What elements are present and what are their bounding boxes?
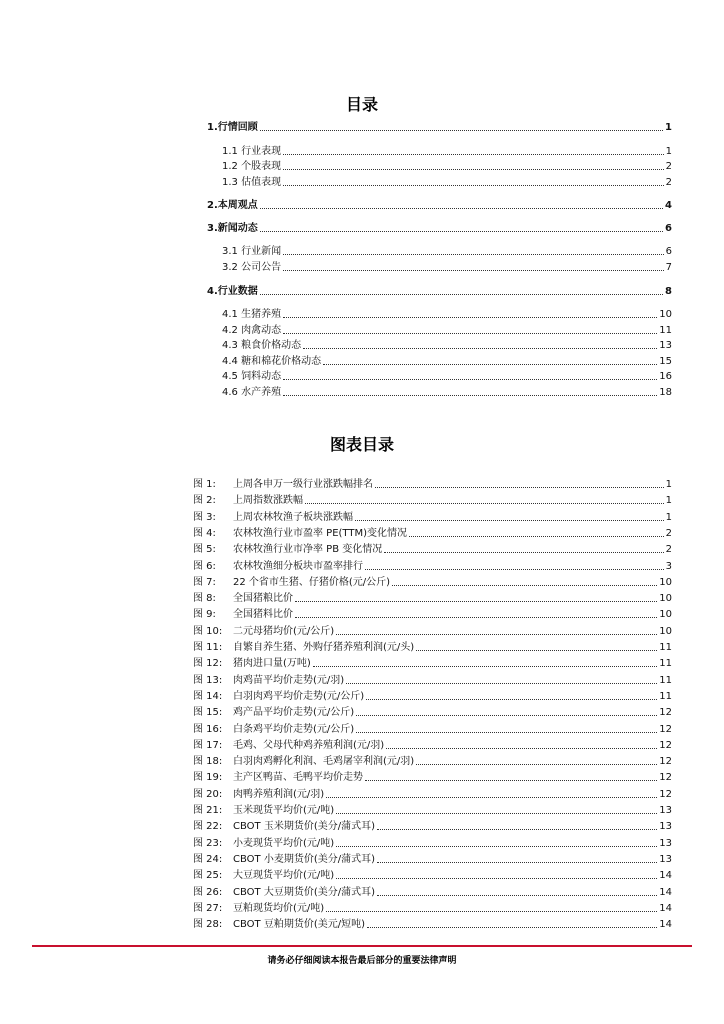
toc-subsection-entry[interactable]: [222, 370, 672, 383]
figure-entry[interactable]: [193, 918, 672, 931]
toc-leader-dots: [283, 270, 664, 271]
figure-label: 农林牧渔行业市盈率 PE(TTM)变化情况: [233, 527, 407, 539]
figure-entry[interactable]: [193, 706, 672, 719]
figure-number: 图 8:: [193, 593, 216, 605]
figure-leader-dots: [313, 666, 657, 667]
figure-entry[interactable]: [193, 592, 672, 605]
toc-entry-label: 4.行业数据: [207, 286, 258, 297]
figure-page: 14: [659, 902, 672, 914]
figure-entry-text: [193, 886, 375, 899]
toc-entry-label: 3.1 行业新闻: [222, 246, 282, 257]
figure-entry[interactable]: [193, 853, 672, 866]
toc-entry-page: 16: [659, 371, 672, 382]
toc-subsection-entry[interactable]: [222, 160, 672, 173]
figure-page: 11: [659, 674, 672, 686]
figure-page: 12: [659, 756, 672, 768]
toc-subsection-entry[interactable]: [222, 355, 672, 368]
toc-entry-label: 1.1 行业表现: [222, 146, 282, 157]
figure-entry[interactable]: [193, 576, 672, 589]
figure-label: 毛鸡、父母代种鸡养殖利润(元/羽): [233, 739, 385, 751]
figure-number: 图 10:: [193, 625, 223, 637]
toc-entry-page: 1: [665, 146, 672, 157]
figure-page: 13: [659, 821, 672, 833]
figure-page: 12: [659, 788, 672, 800]
toc-leader-dots: [283, 169, 664, 170]
figure-leader-dots: [365, 780, 657, 781]
figure-number: 图 20:: [193, 788, 223, 800]
toc-entry-page: 7: [665, 262, 672, 273]
figure-leader-dots: [295, 601, 657, 602]
figure-entry[interactable]: [193, 657, 672, 670]
figure-leader-dots: [356, 732, 657, 733]
figure-entry-text: [193, 576, 390, 589]
figure-entry[interactable]: [193, 560, 672, 573]
figure-label: 玉米现货平均价(元/吨): [233, 805, 335, 816]
figure-entry[interactable]: [193, 771, 672, 784]
toc-entry-page: 18: [659, 387, 672, 398]
figure-number: 图 4:: [193, 527, 216, 539]
figure-entry[interactable]: [193, 837, 672, 850]
figure-label: CBOT 大豆期货价(美分/蒲式耳): [233, 886, 375, 898]
figure-leader-dots: [365, 569, 664, 570]
figure-label: 全国猪粮比价: [233, 593, 293, 605]
toc-subsection-entry[interactable]: [222, 308, 672, 321]
figure-leader-dots: [336, 878, 657, 879]
figure-number: 图 23:: [193, 837, 223, 849]
figure-entry-text: [193, 837, 334, 850]
figure-number: 图 6:: [193, 560, 216, 572]
figure-page: 12: [659, 723, 672, 735]
figure-leader-dots: [392, 585, 657, 586]
figure-leader-dots: [409, 536, 664, 537]
figure-entry-text: [193, 853, 375, 866]
figure-leader-dots: [386, 748, 657, 749]
toc-leader-dots: [283, 395, 657, 396]
figure-entry[interactable]: [193, 494, 672, 507]
toc-entry-page: 15: [659, 356, 672, 367]
figure-number: 图 28:: [193, 919, 223, 931]
figure-entry[interactable]: [193, 625, 672, 638]
figure-number: 图 13:: [193, 674, 223, 686]
figure-label: 小麦现货平均价(元/吨): [233, 837, 335, 849]
figure-entry-text: [193, 706, 354, 719]
footer-divider: [32, 945, 692, 947]
figure-leader-dots: [367, 927, 657, 928]
toc-entry-label: 1.行情回顾: [207, 122, 258, 133]
toc-section-entry[interactable]: [207, 199, 672, 212]
figure-page: 13: [659, 853, 672, 865]
figure-page: 10: [659, 625, 672, 637]
figure-number: 图 18:: [193, 756, 223, 768]
toc-entry-label: 4.4 糖和棉花价格动态: [222, 356, 322, 367]
figure-number: 图 3:: [193, 511, 216, 523]
toc-section-entry[interactable]: [207, 121, 672, 134]
figure-leader-dots: [326, 797, 657, 798]
figure-entry-text: [193, 527, 407, 540]
figure-label: CBOT 小麦期货价(美分/蒲式耳): [233, 853, 375, 865]
figure-page: 14: [659, 870, 672, 882]
toc-entry-label: 1.3 估值表现: [222, 177, 282, 188]
toc-entry-page: 2: [665, 161, 672, 172]
figure-entry[interactable]: [193, 608, 672, 621]
toc-leader-dots: [303, 348, 657, 349]
figure-label: 鸡产品平均价走势(元/公斤): [233, 707, 355, 719]
toc-subsection-entry[interactable]: [222, 386, 672, 399]
figure-number: 图 27:: [193, 902, 223, 914]
figure-number: 图 25:: [193, 870, 223, 882]
toc-leader-dots: [283, 254, 664, 255]
toc-leader-dots: [283, 379, 657, 380]
toc-section-entry[interactable]: [207, 222, 672, 235]
figure-page: 12: [659, 739, 672, 751]
figure-leader-dots: [356, 715, 657, 716]
figure-entry-text: [193, 674, 344, 687]
figure-number: 图 22:: [193, 821, 223, 833]
figure-page: 3: [665, 560, 672, 572]
figure-entry[interactable]: [193, 804, 672, 817]
toc-entry-label: 4.2 肉禽动态: [222, 325, 282, 336]
toc-entry-label: 4.5 饲料动态: [222, 371, 282, 382]
toc-leader-dots: [283, 185, 664, 186]
figure-number: 图 12:: [193, 658, 223, 670]
toc-section-entry[interactable]: [207, 285, 672, 298]
figure-page: 13: [659, 837, 672, 849]
figure-page: 10: [659, 609, 672, 621]
toc-leader-dots: [283, 154, 664, 155]
figure-number: 图 11:: [193, 642, 223, 653]
figure-page: 12: [659, 707, 672, 719]
figure-number: 图 5:: [193, 544, 216, 556]
figure-page: 2: [665, 527, 672, 539]
toc-subsection-entry[interactable]: [222, 261, 672, 274]
figure-leader-dots: [366, 699, 657, 700]
toc-subsection-entry[interactable]: [222, 324, 672, 337]
figure-number: 图 7:: [193, 576, 216, 588]
figure-leader-dots: [336, 846, 657, 847]
figure-number: 图 21:: [193, 805, 223, 816]
figure-leader-dots: [384, 552, 663, 553]
figure-entry-text: [193, 902, 324, 915]
toc-entry-page: 6: [665, 246, 672, 257]
toc-entry-label: 1.2 个股表现: [222, 161, 282, 172]
figure-label: 猪肉进口量(万吨): [233, 658, 311, 670]
figure-entry[interactable]: [193, 674, 672, 687]
figure-entry-text: [193, 543, 382, 556]
figure-label: 豆粕现货均价(元/吨): [233, 902, 325, 914]
figure-number: 图 24:: [193, 853, 223, 865]
figure-page: 1: [665, 495, 672, 507]
figure-entry-text: [193, 739, 384, 752]
figures-title: 图表目录: [329, 435, 394, 454]
figure-label: 二元母猪均价(元/公斤): [233, 625, 335, 637]
figure-label: 上周指数涨跌幅: [233, 495, 303, 507]
toc-leader-dots: [323, 364, 657, 365]
figure-page: 1: [665, 479, 672, 490]
figure-entry[interactable]: [193, 527, 672, 540]
figure-leader-dots: [336, 634, 657, 635]
figure-entry-text: [193, 625, 334, 638]
figure-label: 自繁自养生猪、外购仔猪养殖利润(元/头): [233, 642, 415, 653]
figure-label: 全国猪料比价: [233, 609, 293, 621]
figure-entry[interactable]: [193, 478, 672, 491]
figure-entry[interactable]: [193, 788, 672, 801]
toc-leader-dots: [260, 130, 663, 131]
figure-number: 图 17:: [193, 739, 223, 751]
figure-entry[interactable]: [193, 869, 672, 882]
toc-subsection-entry[interactable]: [222, 176, 672, 189]
figure-label: 农林牧渔细分板块市盈率排行: [233, 560, 363, 572]
figure-leader-dots: [295, 617, 657, 618]
toc-entry-label: 4.3 粮食价格动态: [222, 340, 302, 351]
figure-page: 10: [659, 576, 672, 588]
toc-entry-page: 11: [659, 325, 672, 336]
figure-leader-dots: [336, 813, 657, 814]
figure-page: 11: [659, 690, 672, 702]
figure-entry[interactable]: [193, 902, 672, 915]
figure-entry-text: [193, 755, 414, 768]
figure-entry[interactable]: [193, 886, 672, 899]
figure-entry-text: [193, 560, 363, 573]
figure-number: 图 1:: [193, 479, 216, 490]
figure-number: 图 26:: [193, 886, 223, 898]
toc-entry-page: 8: [665, 286, 672, 297]
figure-label: 白羽肉鸡平均价走势(元/公斤): [233, 690, 365, 702]
toc-leader-dots: [260, 294, 663, 295]
toc-leader-dots: [260, 208, 663, 209]
figure-entry[interactable]: [193, 820, 672, 833]
toc-title: 目录: [345, 95, 378, 114]
figure-number: 图 16:: [193, 723, 223, 735]
figure-label: 农林牧渔行业市净率 PB 变化情况: [233, 544, 383, 556]
figure-label: 22 个省市生猪、仔猪价格(元/公斤): [233, 576, 391, 588]
figure-page: 14: [659, 886, 672, 898]
figure-number: 图 14:: [193, 690, 223, 702]
figure-label: 肉鸭养殖利润(元/羽): [233, 788, 325, 800]
figure-leader-dots: [377, 862, 657, 863]
figure-label: 肉鸡苗平均价走势(元/羽): [233, 674, 345, 686]
figure-entry[interactable]: [193, 543, 672, 556]
toc-entry-page: 6: [665, 223, 672, 234]
figure-entry-text: [193, 478, 373, 491]
figure-entry-text: [193, 690, 364, 703]
figure-entry-text: [193, 494, 303, 507]
figure-label: 白羽肉鸡孵化利润、毛鸡屠宰利润(元/羽): [233, 756, 415, 768]
toc-entry-label: 4.6 水产养殖: [222, 387, 282, 398]
figure-leader-dots: [416, 764, 657, 765]
figure-entry-text: [193, 592, 293, 605]
figure-entry-text: [193, 869, 334, 882]
figure-entry-text: [193, 657, 311, 670]
figure-number: 图 2:: [193, 495, 216, 507]
figure-page: 12: [659, 772, 672, 784]
figure-number: 图 15:: [193, 707, 223, 719]
figure-leader-dots: [377, 895, 657, 896]
figure-entry-text: [193, 641, 414, 654]
figure-label: 上周农林牧渔子板块涨跌幅: [233, 511, 353, 523]
toc-entry-label: 4.1 生猪养殖: [222, 309, 282, 320]
figure-entry[interactable]: [193, 641, 672, 654]
figure-entry-text: [193, 918, 365, 931]
toc-entry-page: 4: [665, 200, 672, 211]
figure-label: CBOT 豆粕期货价(美元/短吨): [233, 919, 365, 931]
toc-entry-page: 13: [659, 340, 672, 351]
figure-number: 图 19:: [193, 772, 223, 784]
toc-entry-label: 3.2 公司公告: [222, 262, 282, 273]
figure-label: 上周各申万一级行业涨跌幅排名: [233, 479, 373, 490]
figure-label: 白条鸡平均价走势(元/公斤): [233, 723, 355, 735]
toc-entry-page: 2: [665, 177, 672, 188]
figure-leader-dots: [326, 911, 657, 912]
figure-leader-dots: [355, 520, 664, 521]
figure-page: 1: [665, 511, 672, 523]
toc-subsection-entry[interactable]: [222, 145, 672, 158]
figure-leader-dots: [375, 487, 664, 488]
figure-entry[interactable]: [193, 690, 672, 703]
figure-entry-text: [193, 511, 353, 524]
figure-leader-dots: [305, 503, 664, 504]
figure-page: 14: [659, 919, 672, 931]
figure-page: 10: [659, 593, 672, 605]
footer-disclaimer: 请务必仔细阅读本报告最后部分的重要法律声明: [267, 956, 457, 966]
figure-entry-text: [193, 804, 334, 817]
figure-label: 主产区鸭苗、毛鸭平均价走势: [233, 772, 363, 784]
figure-leader-dots: [377, 829, 657, 830]
figure-label: 大豆现货平均价(元/吨): [233, 870, 335, 882]
figure-entry[interactable]: [193, 511, 672, 524]
figure-entry-text: [193, 723, 354, 736]
toc-leader-dots: [283, 333, 657, 334]
toc-entry-page: 1: [665, 122, 672, 133]
toc-entry-label: 2.本周观点: [207, 200, 258, 211]
toc-leader-dots: [260, 231, 663, 232]
figure-entry-text: [193, 820, 375, 833]
figure-entry[interactable]: [193, 723, 672, 736]
figure-page: 2: [665, 544, 672, 556]
figure-page: 11: [659, 658, 672, 670]
figure-entry[interactable]: [193, 755, 672, 768]
figure-number: 图 9:: [193, 609, 216, 621]
figure-page: 11: [659, 642, 672, 653]
figure-entry-text: [193, 608, 293, 621]
figure-page: 13: [659, 805, 672, 816]
toc-leader-dots: [283, 317, 657, 318]
toc-entry-page: 10: [659, 309, 672, 320]
toc-entry-label: 3.新闻动态: [207, 223, 258, 234]
figure-leader-dots: [346, 683, 657, 684]
figure-entry-text: [193, 788, 324, 801]
figure-leader-dots: [416, 650, 657, 651]
toc-subsection-entry[interactable]: [222, 339, 672, 352]
figure-label: CBOT 玉米期货价(美分/蒲式耳): [233, 821, 375, 833]
figure-entry-text: [193, 771, 363, 784]
toc-subsection-entry[interactable]: [222, 245, 672, 258]
figure-entry[interactable]: [193, 739, 672, 752]
